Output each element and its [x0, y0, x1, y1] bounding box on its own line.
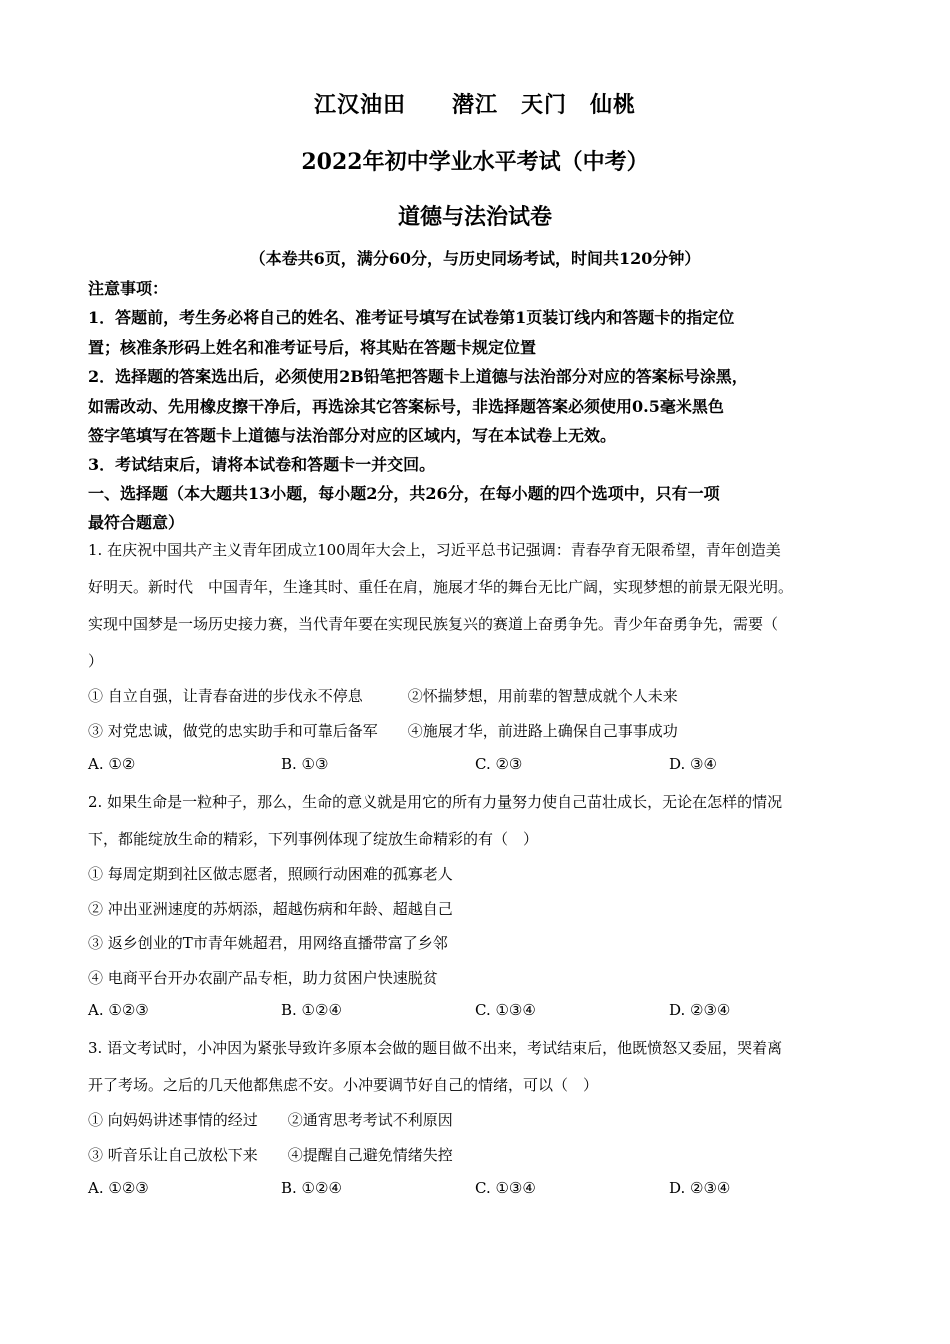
q2-item: ④ 电商平台开办农副产品专柜，助力贫困户快速脱贫 — [88, 969, 438, 987]
notice-line: 2．选择题的答案选出后，必须使用2B铅笔把答题卡上道德与法治部分对应的答案标号涂黑， — [88, 367, 748, 386]
q3-option-c: C. ①③④ — [475, 1179, 536, 1197]
q2-stem-line: 2. 如果生命是一粒种子，那么，生命的意义就是用它的所有力量努力使自己苗壮成长，无论在怎样的情况 — [88, 793, 783, 811]
section-heading: 最符合题意） — [88, 513, 185, 532]
notice-heading: 注意事项： — [88, 279, 169, 298]
header-exam-title: 2022年初中学业水平考试（中考） — [301, 149, 649, 175]
notice-line: 3．考试结束后，请将本试卷和答题卡一并交回。 — [88, 455, 436, 474]
q3-option-d: D. ②③④ — [669, 1179, 731, 1197]
notice-line: 1．答题前，考生务必将自己的姓名、准考证号填写在试卷第1页装订线内和答题卡的指定位 — [88, 308, 735, 327]
section-heading: 一、选择题（本大题共13小题，每小题2分，共26分，在每小题的四个选项中，只有一项 — [88, 484, 720, 503]
header-exam-info: （本卷共6页，满分60分，与历史同场考试，时间共120分钟） — [249, 249, 701, 268]
notice-line: 置；核准条形码上姓名和准考证号后，将其贴在答题卡规定位置 — [88, 338, 537, 357]
q3-stem-line: 开了考场。之后的几天他都焦虑不安。小冲要调节好自己的情绪，可以（ ） — [88, 1076, 599, 1094]
notice-line: 如需改动、先用橡皮擦干净后，再选涂其它答案标号，非选择题答案必须使用0.5毫米黑色 — [88, 397, 724, 416]
q3-stem-line: 3. 语文考试时，小冲因为紧张导致许多原本会做的题目做不出来，考试结束后，他既愤怒又委屈，哭着离 — [88, 1039, 783, 1057]
q1-stem-line: 1. 在庆祝中国共产主义青年团成立100周年大会上，习近平总书记强调：青春孕育无限希望，青年创造美 — [88, 541, 781, 559]
q2-option-a: A. ①②③ — [88, 1001, 149, 1019]
q3-option-a: A. ①②③ — [88, 1179, 149, 1197]
q2-item: ③ 返乡创业的T市青年姚超君，用网络直播带富了乡邻 — [88, 934, 448, 952]
q2-stem-line: 下，都能绽放生命的精彩，下列事例体现了绽放生命精彩的有（ ） — [88, 830, 539, 848]
q2-item: ① 每周定期到社区做志愿者，照顾行动困难的孤寡老人 — [88, 865, 453, 883]
q1-item: ① 自立自强，让青春奋进的步伐永不停息 ②怀揣梦想，用前辈的智慧成就个人未来 — [88, 687, 678, 705]
header-subject-title: 道德与法治试卷 — [397, 204, 552, 230]
q1-option-b: B. ①③ — [281, 755, 329, 773]
q3-item: ① 向妈妈讲述事情的经过 ②通宵思考考试不利原因 — [88, 1111, 453, 1129]
q1-stem-line: ） — [88, 652, 104, 670]
q3-item: ③ 听音乐让自己放松下来 ④提醒自己避免情绪失控 — [88, 1146, 453, 1164]
q1-option-d: D. ③④ — [669, 755, 717, 773]
q3-option-b: B. ①②④ — [281, 1179, 342, 1197]
q1-option-c: C. ②③ — [475, 755, 523, 773]
q2-option-c: C. ①③④ — [475, 1001, 536, 1019]
q2-option-b: B. ①②④ — [281, 1001, 342, 1019]
q1-stem-line: 好明天。新时代 中国青年，生逢其时、重任在肩，施展才华的舞台无比广阔，实现梦想的前景无限光明。 — [88, 578, 794, 596]
header-regions: 江汉油田 潜江 天门 仙桃 — [313, 92, 636, 118]
q2-option-d: D. ②③④ — [669, 1001, 731, 1019]
notice-line: 签字笔填写在答题卡上道德与法治部分对应的区域内，写在本试卷上无效。 — [88, 426, 617, 445]
q1-item: ③ 对党忠诚，做党的忠实助手和可靠后备军 ④施展才华，前进路上确保自己事事成功 — [88, 722, 678, 740]
q1-option-a: A. ①② — [88, 755, 136, 773]
q2-item: ② 冲出亚洲速度的苏炳添，超越伤病和年龄、超越自己 — [88, 900, 453, 918]
q1-stem-line: 实现中国梦是一场历史接力赛，当代青年要在实现民族复兴的赛道上奋勇争先。青少年奋勇争先，需要（ — [88, 615, 779, 633]
